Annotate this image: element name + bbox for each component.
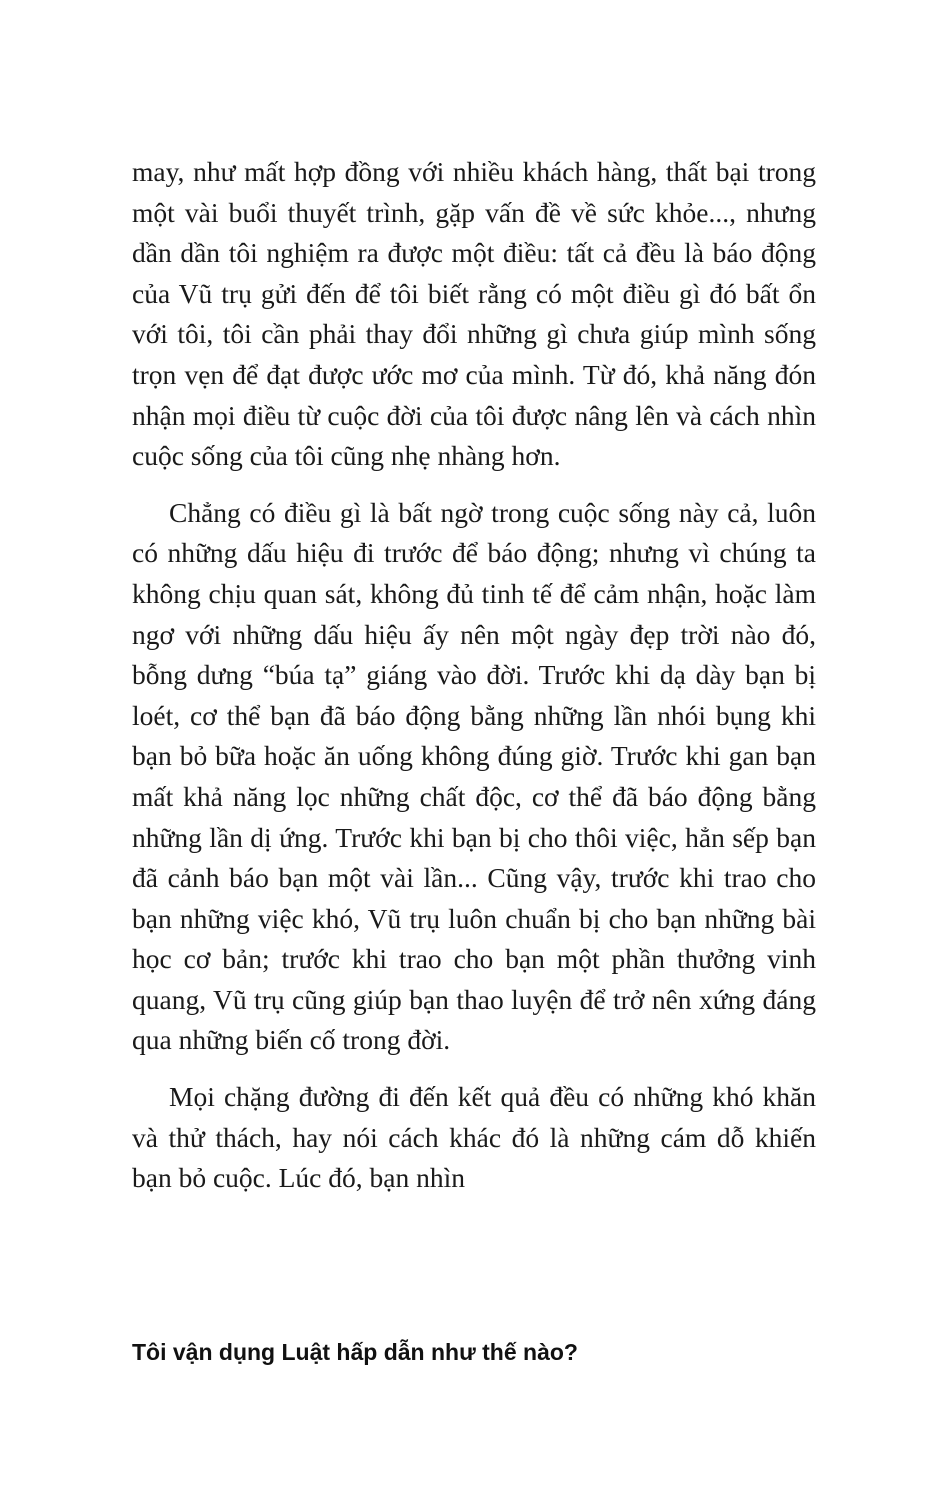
paragraph-2: Chẳng có điều gì là bất ngờ trong cuộc sống này cả, luôn có những dấu hiệu đi trước để báo động; nhưng vì chúng ta không chịu quan sát, không đủ tinh tế để cảm nhận, hoặc làm ngơ với những dấu hiệu ấy nên một ngày đẹp trời nào đó, bỗng dưng “búa tạ” giáng vào đời. Trước khi dạ dày bạn bị loét, cơ thể bạn đã báo động bằng những lần nhói bụng khi bạn bỏ bữa hoặc ăn uống không đúng giờ. Trước khi gan bạn mất khả năng lọc những chất độc, cơ thể đã báo động bằng những lần dị ứng. Trước khi bạn bị cho thôi việc, hẳn sếp bạn đã cảnh báo bạn một vài lần... Cũng vậy, trước khi trao cho bạn những việc khó, Vũ trụ luôn chuẩn bị cho bạn những bài học cơ bản; trước khi trao cho bạn một phần thưởng vinh quang, Vũ trụ cũng giúp bạn thao luyện để trở nên xứng đáng qua những biến cố trong đời. bbox=[132, 496, 816, 1056]
paragraph-3: Mọi chặng đường đi đến kết quả đều có những khó khăn và thử thách, hay nói cách khác đó là những cám dỗ khiến bạn bỏ cuộc. Lúc đó, bạn nhìn bbox=[132, 1081, 816, 1194]
running-footer-book-title: Tôi vận dụng Luật hấp dẫn như thế nào? bbox=[132, 1339, 578, 1365]
body-text bbox=[132, 152, 816, 1199]
paragraph-1: may, như mất hợp đồng với nhiều khách hàng, thất bại trong một vài buổi thuyết trình, gặp vấn đề về sức khỏe..., nhưng dần dần tôi nghiệm ra được một điều: tất cả đều là báo động của Vũ trụ gửi đến để tôi biết rằng có một điều gì đó bất ổn với tôi, tôi cần phải thay đổi những gì chưa giúp mình sống trọn vẹn để đạt được ước mơ của mình. Từ đó, khả năng đón nhận mọi điều từ cuộc đời của tôi được nâng lên và cách nhìn cuộc sống của tôi cũng nhẹ nhàng hơn. bbox=[132, 156, 816, 472]
